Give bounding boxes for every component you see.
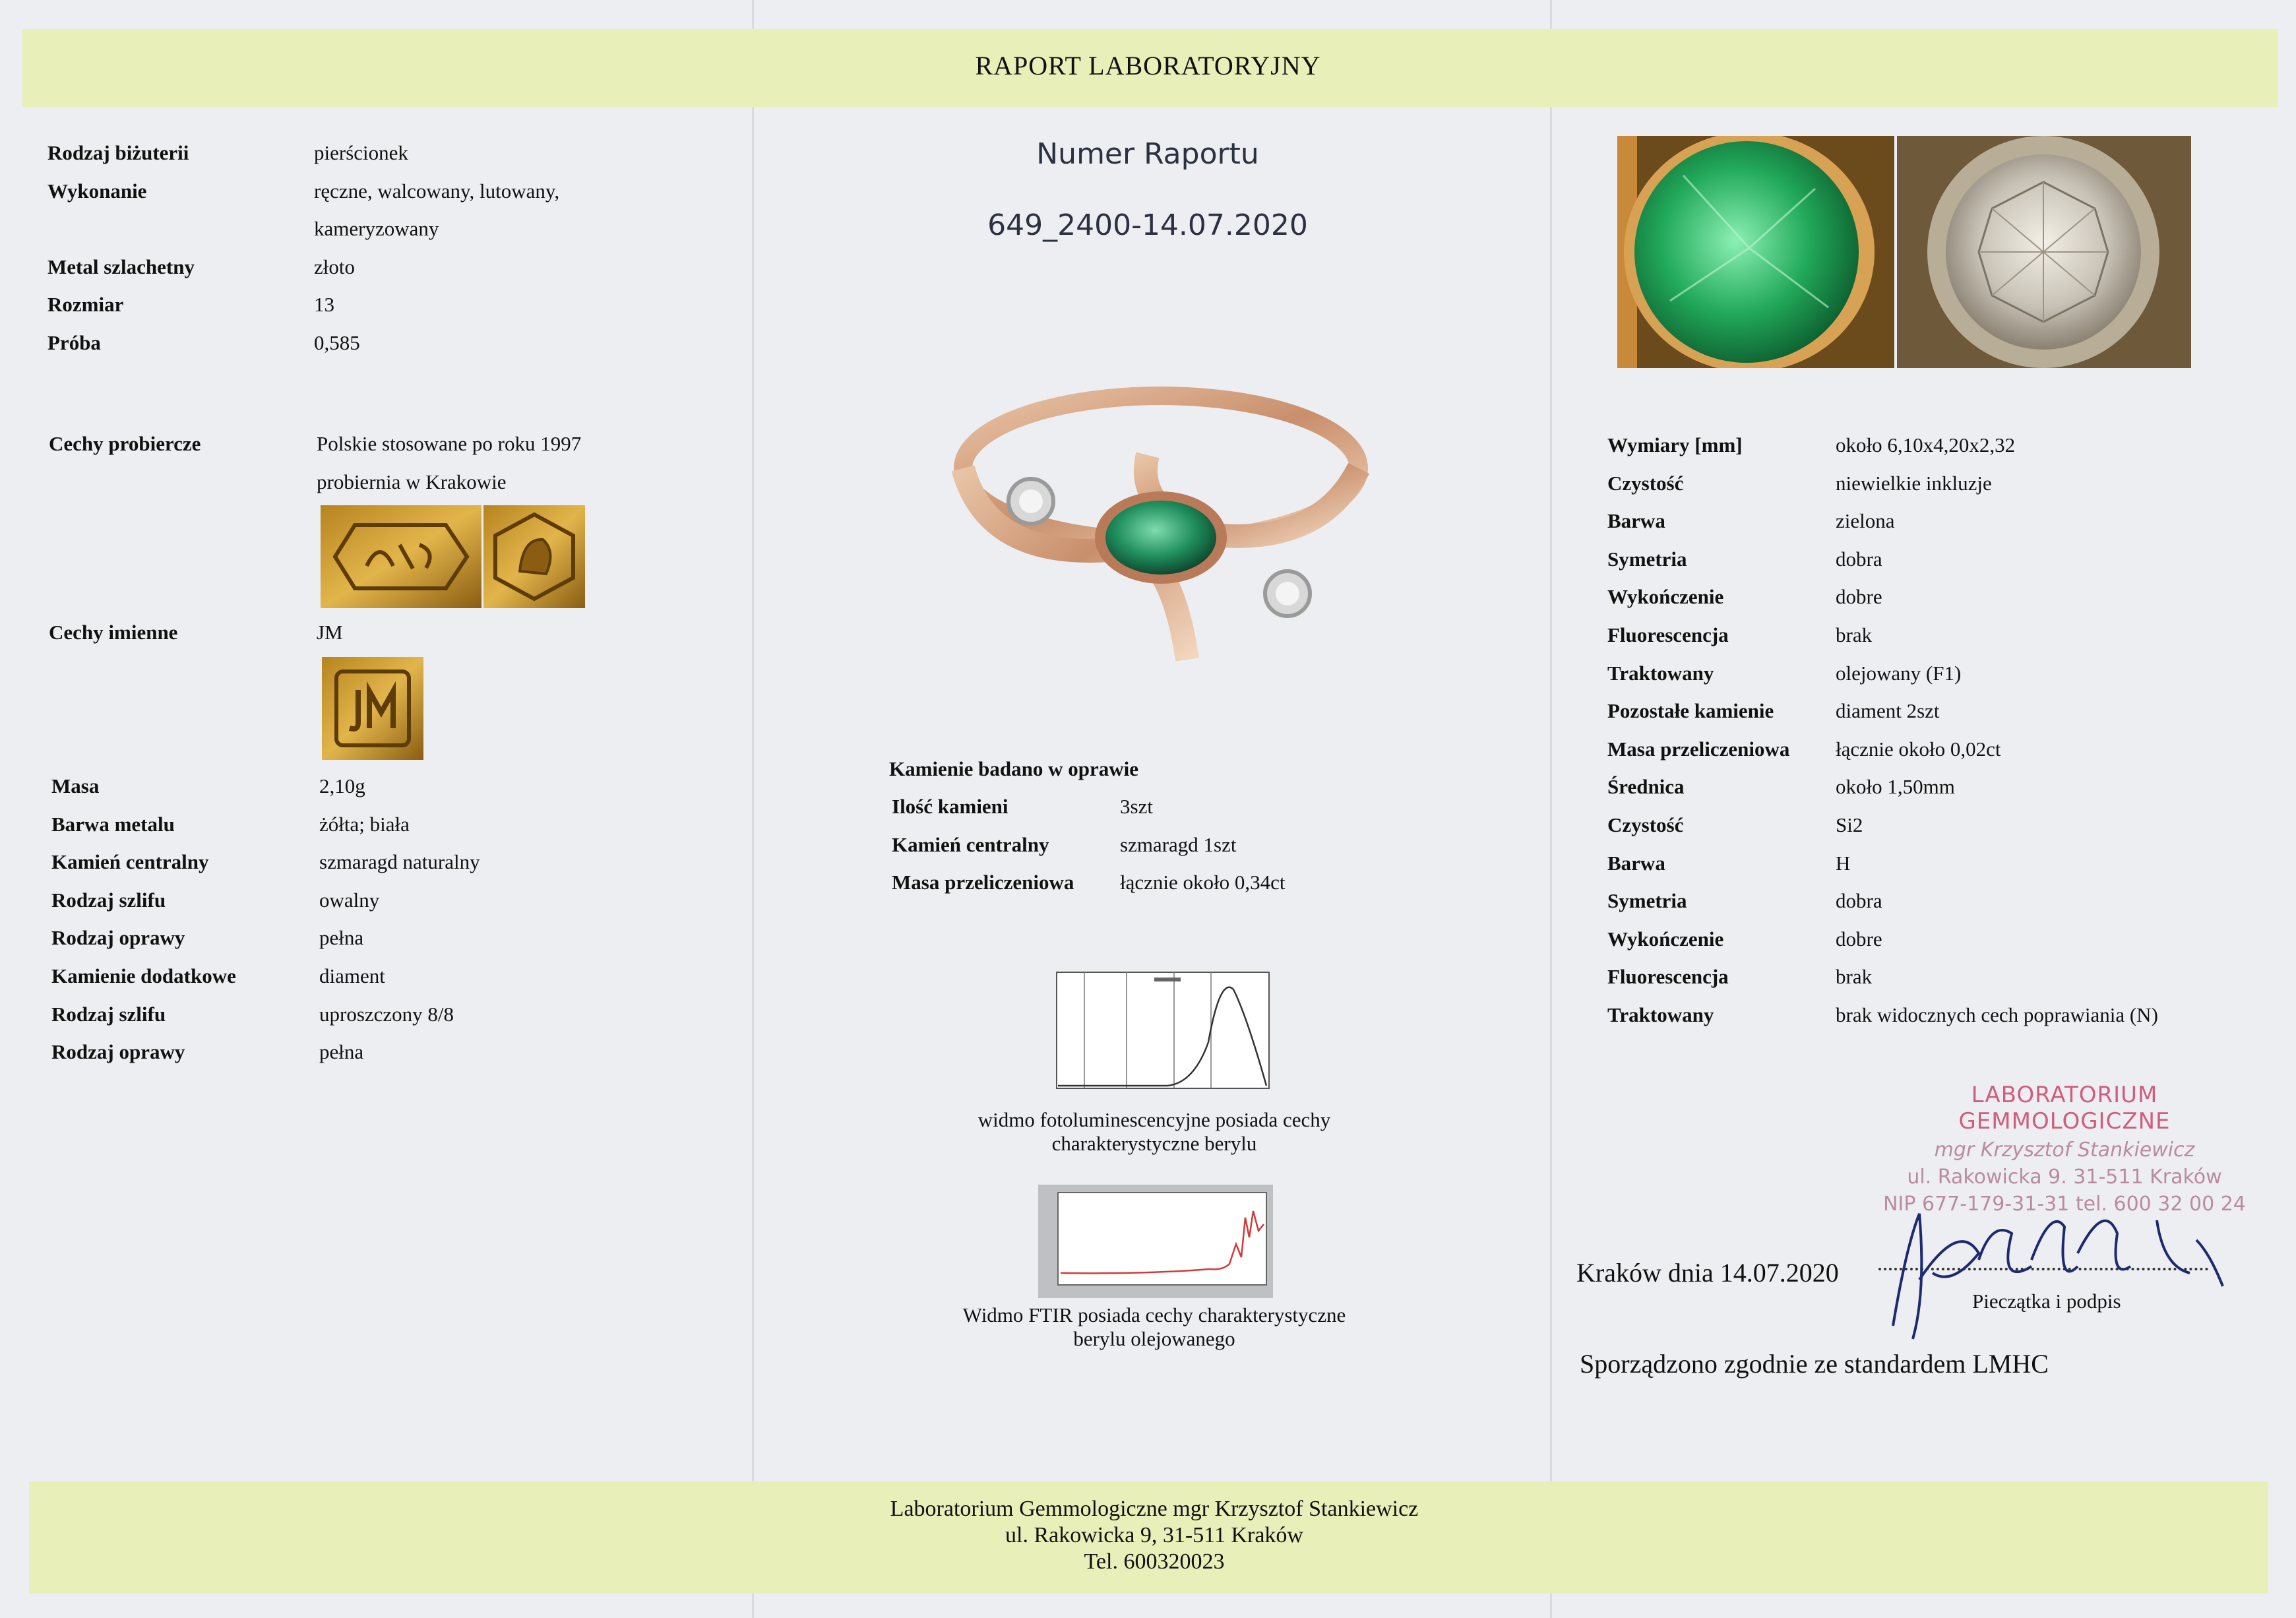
stones-header-text: Kamienie badano w oprawie <box>889 757 1139 780</box>
footer-line2: ul. Rakowicka 9, 31-511 Kraków <box>1005 1523 1303 1547</box>
spec-row <box>47 210 707 248</box>
gem-row-label: Barwa <box>1607 509 1665 533</box>
spec-row <box>47 134 707 172</box>
ftir-chart <box>1038 1185 1273 1298</box>
spec-row <box>51 957 711 995</box>
place-date: Kraków dnia 14.07.2020 <box>1576 1258 1839 1288</box>
spec-row <box>51 805 711 844</box>
spec-row-value: pełna <box>319 1040 364 1064</box>
stone-row <box>892 826 1393 864</box>
spec-row-label: Rodzaj oprawy <box>51 1040 185 1064</box>
spec-row-value: 2,10g <box>319 774 365 797</box>
spec-row-label: Rodzaj szlifu <box>51 888 166 912</box>
gem-row-label: Traktowany <box>1607 1003 1714 1026</box>
diamond-closeup-photo <box>1897 136 2191 368</box>
pl-caption-line1: widmo fotoluminescencyjne posiada cechy <box>977 1108 1331 1131</box>
gem-row-value: brak widocznych cech poprawiania (N) <box>1836 1003 2158 1026</box>
pl-caption-line2: charakterystyczne berylu <box>1051 1132 1257 1155</box>
gem-row <box>1607 768 2267 806</box>
stamp-line4: NIP 677-179-31-31 tel. 600 32 00 24 <box>1883 1193 2246 1216</box>
gem-row <box>1607 996 2267 1034</box>
spec-row-value: kameryzowany <box>314 217 439 241</box>
gem-row-label: Czystość <box>1607 471 1684 495</box>
report-number: 649_2400-14.07.2020 <box>987 208 1308 242</box>
left-spec-list <box>47 134 707 362</box>
spec-row-value: ręczne, walcowany, lutowany, <box>314 179 560 202</box>
spec-row-label: Rodzaj oprawy <box>51 926 185 950</box>
gem-row-label: Symetria <box>1607 547 1687 571</box>
footer <box>726 1496 1583 1575</box>
fold-line-right <box>1550 0 1552 1618</box>
fold-line-left <box>752 0 754 1618</box>
spec-row-value: uproszczony 8/8 <box>319 1002 454 1026</box>
footer-line3: Tel. 600320023 <box>1084 1549 1225 1574</box>
report-number-label: Numer Raportu <box>1036 137 1259 171</box>
stones-list <box>892 788 1393 902</box>
spec-row-label: Kamienie dodatkowe <box>51 964 236 987</box>
gem-row-value: dobre <box>1836 927 1882 950</box>
spec-row-label: Kamień centralny <box>51 850 209 874</box>
signature <box>1880 1194 2249 1346</box>
gem-row-label: Wykończenie <box>1607 927 1724 950</box>
photoluminescence-chart <box>1036 970 1273 1102</box>
signature-caption: Pieczątka i podpis <box>1972 1290 2121 1313</box>
hallmarks-value-line2: probiernia w Krakowie <box>317 470 507 493</box>
spec-row-label: Rozmiar <box>47 293 124 317</box>
hallmark-photo-1 <box>321 505 481 608</box>
gem-row-value: diament 2szt <box>1836 699 1940 723</box>
spec-row-value: złoto <box>314 255 355 278</box>
spec-row-value: diament <box>319 964 385 987</box>
gem-row <box>1607 882 2267 920</box>
ring-photo <box>897 369 1412 679</box>
gem-row <box>1607 464 2267 503</box>
stamp-line2: mgr Krzysztof Stankiewicz <box>1934 1138 2195 1162</box>
spec-row-value: żółta; biała <box>319 812 410 836</box>
gem-row <box>1607 502 2267 540</box>
spec-row-value: pełna <box>319 926 364 950</box>
maker-mark-photo <box>322 657 423 760</box>
gem-row <box>1607 958 2267 996</box>
stone-row-label: Kamień centralny <box>892 832 1049 856</box>
stamp-line3: ul. Rakowicka 9. 31-511 Kraków <box>1907 1166 2222 1189</box>
spec-row <box>51 881 711 919</box>
gem-row-value: dobra <box>1836 889 1882 913</box>
right-gem-spec-list <box>1607 426 2267 1034</box>
maker-mark-section <box>49 613 708 652</box>
spec-row <box>51 1033 711 1071</box>
spec-row-value: pierścionek <box>314 141 408 164</box>
spec-row <box>51 843 711 881</box>
spec-row-label: Masa <box>51 774 100 797</box>
maker-row <box>49 613 708 652</box>
left-metal-stone-list <box>51 767 711 1071</box>
stone-row-label: Ilość kamieni <box>892 795 1008 818</box>
gem-row <box>1607 616 2267 654</box>
spec-row-value: 0,585 <box>314 330 360 354</box>
gem-row-value: dobra <box>1836 547 1882 571</box>
gem-row <box>1607 692 2267 730</box>
gem-row-label: Traktowany <box>1607 661 1714 685</box>
stone-row-value: łącznie około 0,34ct <box>1120 871 1286 894</box>
pl-caption <box>910 1108 1398 1156</box>
gem-row-label: Średnica <box>1607 775 1685 799</box>
gem-row-label: Fluorescencja <box>1607 623 1729 646</box>
gem-row-value: Si2 <box>1836 813 1863 836</box>
stone-row-value: szmaragd 1szt <box>1120 832 1237 856</box>
gem-row-label: Masa przeliczeniowa <box>1607 737 1790 761</box>
hallmark-photo-2 <box>483 505 585 608</box>
stone-row-value: 3szt <box>1120 795 1153 818</box>
gem-row-value: zielona <box>1836 509 1895 533</box>
spec-row <box>51 995 711 1034</box>
gem-row <box>1607 426 2267 464</box>
report-title: RAPORT LABORATORYJNY <box>975 51 1321 80</box>
spec-row <box>51 919 711 957</box>
gem-row <box>1607 654 2267 693</box>
spec-row <box>47 248 707 286</box>
gem-row-value: łącznie około 0,02ct <box>1836 737 2001 761</box>
hallmarks-value-line1: Polskie stosowane po roku 1997 <box>317 432 582 455</box>
spec-row <box>51 767 711 805</box>
spec-row-value: owalny <box>319 888 380 912</box>
gem-row-label: Wykończenie <box>1607 585 1724 609</box>
stone-row <box>892 863 1393 902</box>
spec-row-label: Próba <box>47 330 101 354</box>
spec-row-label: Rodzaj biżuterii <box>47 141 189 164</box>
gem-row <box>1607 540 2267 578</box>
spec-row-value: 13 <box>314 293 334 317</box>
ftir-caption-line1: Widmo FTIR posiada cechy charakterystyczne <box>962 1303 1346 1326</box>
spec-row-label: Wykonanie <box>47 179 147 202</box>
stone-row <box>892 788 1393 826</box>
gem-row-label: Czystość <box>1607 813 1684 836</box>
gem-row-value: brak <box>1836 965 1873 989</box>
hallmarks-section <box>49 425 708 501</box>
gem-row-label: Wymiary [mm] <box>1607 433 1743 456</box>
gem-row-value: niewielkie inkluzje <box>1836 471 1992 495</box>
spec-row <box>47 324 707 362</box>
hallmarks-label: Cechy probiercze <box>49 432 201 455</box>
standard-note: Sporządzono zgodnie ze standardem LMHC <box>1580 1349 2049 1379</box>
ftir-caption-line2: berylu olejowanego <box>1073 1327 1235 1350</box>
gem-row <box>1607 806 2267 844</box>
gem-row <box>1607 578 2267 616</box>
footer-line1: Laboratorium Gemmologiczne mgr Krzysztof Stankiewicz <box>890 1497 1419 1521</box>
gem-row <box>1607 920 2267 958</box>
spec-row-label: Rodzaj szlifu <box>51 1002 166 1026</box>
ftir-caption <box>910 1303 1398 1351</box>
gem-row-value: H <box>1836 851 1851 875</box>
hallmarks-row-2 <box>49 463 708 501</box>
stone-row-label: Masa przeliczeniowa <box>892 871 1074 894</box>
maker-value: JM <box>317 621 343 644</box>
gem-row <box>1607 730 2267 768</box>
spec-row-value: szmaragd naturalny <box>319 850 480 874</box>
spec-row-label: Barwa metalu <box>51 812 175 836</box>
hallmarks-row <box>49 425 708 463</box>
gem-row-label: Barwa <box>1607 851 1665 875</box>
spec-row-label: Metal szlachetny <box>47 255 195 278</box>
spec-row <box>47 172 707 210</box>
gem-row-value: dobre <box>1836 585 1882 609</box>
gem-row-value: olejowany (F1) <box>1836 661 1962 685</box>
maker-label: Cechy imienne <box>49 621 178 644</box>
gem-row-label: Pozostałe kamienie <box>1607 699 1774 723</box>
stamp-line1: LABORATORIUM GEMMOLOGICZNE <box>1958 1082 2171 1135</box>
gem-row-value: około 6,10x4,20x2,32 <box>1836 433 2016 456</box>
gem-row-value: brak <box>1836 623 1873 646</box>
gem-row <box>1607 844 2267 883</box>
spec-row <box>47 286 707 324</box>
gem-row-label: Symetria <box>1607 889 1687 913</box>
gem-row-label: Fluorescencja <box>1607 965 1729 989</box>
gem-row-value: około 1,50mm <box>1836 775 1955 799</box>
emerald-closeup-photo <box>1617 136 1894 368</box>
